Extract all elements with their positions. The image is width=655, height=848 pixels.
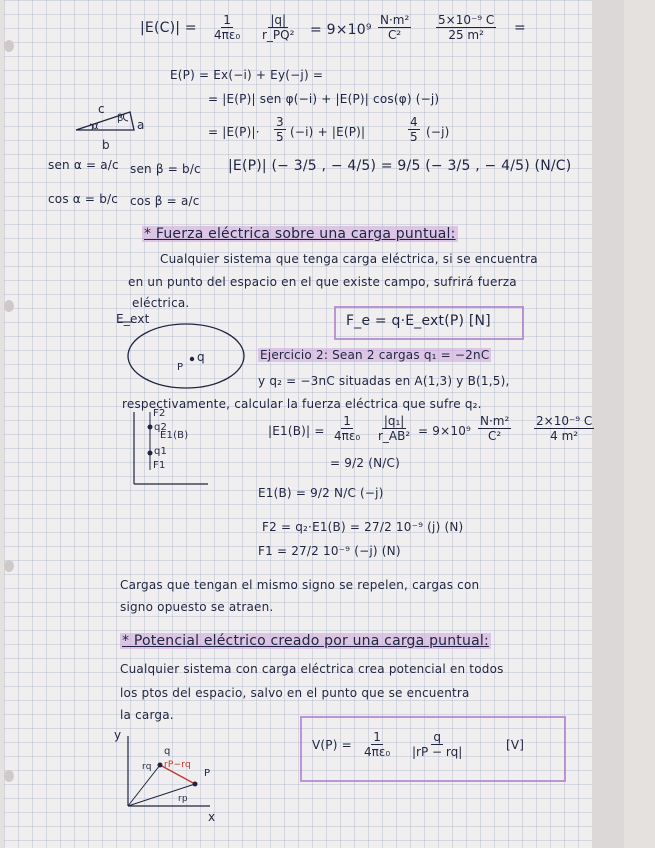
fraction-numerator: 3 <box>276 115 284 129</box>
fraction-numerator: 1 <box>343 414 351 428</box>
exercise-line <box>258 348 491 362</box>
fraction-numerator: N·m² <box>480 414 510 428</box>
fraction-numerator: |q| <box>270 13 287 27</box>
field-substitution-b: (−i) + |E(P)| <box>290 125 366 139</box>
k-value: = 9×10⁹ <box>418 424 472 438</box>
rp-label: rp <box>178 794 188 804</box>
sin-beta: sen β = b/c <box>130 162 201 176</box>
e1b-label: E1(B) <box>160 430 189 441</box>
y-axis-label: y <box>114 728 122 742</box>
exercise-line: respectivamente, calcular la fuerza eléctrica que sufre q₂. <box>122 397 482 411</box>
note-line: Cargas que tengan el mismo signo se repelen, cargas con <box>120 578 480 592</box>
fraction-denominator: 4 m² <box>550 429 579 443</box>
q2-label: q2 <box>154 422 168 433</box>
charge-distance-fraction <box>412 730 462 759</box>
section-heading-force <box>142 226 458 242</box>
fraction-numerator: 2×10⁻⁹ C <box>536 414 593 428</box>
q1-label: q1 <box>154 446 168 457</box>
cos-beta: cos β = a/c <box>130 194 200 208</box>
sin-alpha: sen α = a/c <box>48 158 119 172</box>
fraction-denominator: |rP − rq| <box>412 745 463 759</box>
paragraph-line: eléctrica. <box>132 296 190 310</box>
rq-label: rq <box>142 762 152 772</box>
hypotenuse-label: c <box>98 102 105 116</box>
fraction-numerator: 4 <box>410 115 418 129</box>
charge-dot <box>190 357 194 361</box>
fraction-denominator: 5 <box>276 130 284 144</box>
note-line: signo opuesto se atraen. <box>120 600 274 614</box>
fraction-numerator: |q₁| <box>383 414 405 428</box>
side-b-label: b <box>102 138 110 152</box>
field-vector-line: E(P) = Ex(−i) + Ey(−j) = <box>170 68 324 82</box>
field-modulus-label: |E1(B)| = <box>268 424 325 438</box>
x-axis-label: x <box>208 810 216 824</box>
beta-label: β <box>117 113 124 124</box>
fraction-denominator: 4πε₀ <box>334 429 361 443</box>
fraction-numerator: 1 <box>223 13 231 27</box>
charge-label: q <box>197 350 205 364</box>
equals-sign: = <box>514 20 526 36</box>
field-point-label: P <box>204 768 211 779</box>
rp-minus-rq-label: rP−rq <box>164 760 191 770</box>
charge-distance-fraction <box>378 414 410 443</box>
source-charge-dot <box>158 763 163 768</box>
cos-alpha: cos α = b/c <box>48 192 119 206</box>
fraction-numerator: N·m² <box>380 13 410 27</box>
field-substitution-a: = |E(P)|· <box>208 125 260 139</box>
field-substitution-c: (−j) <box>426 125 450 139</box>
fraction-denominator: r_AB² <box>378 429 411 443</box>
field-point-dot <box>193 782 198 787</box>
potential-unit: [V] <box>506 738 525 752</box>
side-a-label: a <box>137 118 145 132</box>
field-modulus-label: |E(C)| = <box>140 20 197 36</box>
point-label: P <box>177 362 184 373</box>
paragraph-line: la carga. <box>120 708 174 722</box>
fraction-denominator: 25 m² <box>448 28 484 42</box>
field-vector: E1(B) = 9/2 N/C (−j) <box>258 486 384 500</box>
coulomb-constant-fraction <box>334 414 360 443</box>
paragraph-line: los ptos del espacio, salvo en el punto que se encuentra <box>120 686 470 700</box>
fraction-denominator: 4πε₀ <box>214 28 241 42</box>
fraction-denominator: 5 <box>410 130 418 144</box>
values-fraction <box>534 414 594 443</box>
field-region-ellipse <box>128 324 244 388</box>
field-result-line: |E(P)| (− 3/5 , − 4/5) = 9/5 (− 3/5 , − 4/5) (N/C) <box>228 158 572 174</box>
force-f1: F1 = 27/2 10⁻⁹ (−j) (N) <box>258 544 401 558</box>
paragraph-line: Cualquier sistema con carga eléctrica crea potencial en todos <box>120 662 504 676</box>
q2-dot <box>148 425 153 430</box>
fraction-denominator: C² <box>388 28 402 42</box>
beta-arc <box>124 114 129 121</box>
field-components-line: = |E(P)| sen φ(−i) + |E(P)| cos(φ) (−j) <box>208 92 440 106</box>
right-triangle <box>76 112 134 130</box>
k-value: = 9×10⁹ <box>310 22 372 38</box>
paragraph-line: Cualquier sistema que tenga carga eléctrica, si se encuentra <box>160 252 538 266</box>
force-f2: F2 = q₂·E1(B) = 27/2 10⁻⁹ (j) (N) <box>262 520 464 534</box>
units-fraction <box>478 414 511 443</box>
fraction-numerator: 1 <box>373 730 381 744</box>
paragraph-line: en un punto del espacio en el que existe campo, sufrirá fuerza <box>128 275 517 289</box>
eext-label: E_ext <box>116 312 150 326</box>
source-charge-label: q <box>164 746 171 757</box>
f1-label: F1 <box>153 460 166 471</box>
f2-label: F2 <box>153 408 166 419</box>
exercise-line: y q₂ = −3nC situadas en A(1,3) y B(1,5), <box>258 374 510 388</box>
q1-dot <box>148 451 153 456</box>
potential-lhs: V(P) = <box>312 738 352 752</box>
alpha-label: α <box>92 121 99 132</box>
heading-text: * Potencial eléctrico creado por una carga puntual: <box>122 633 489 649</box>
fraction-denominator: r_PQ² <box>262 28 295 42</box>
field-result: = 9/2 (N/C) <box>330 456 400 470</box>
exercise-text: Ejercicio 2: Sean 2 cargas q₁ = −2nC <box>260 348 490 362</box>
fraction-numerator: q <box>433 730 441 744</box>
heading-text: * Fuerza eléctrica sobre una carga puntual: <box>144 226 456 242</box>
section-heading-potential <box>120 633 491 649</box>
fraction-numerator: 5×10⁻⁹ C <box>438 13 495 27</box>
fraction-denominator: C² <box>488 429 502 443</box>
fraction-denominator: 4πε₀ <box>364 745 391 759</box>
force-formula: F_e = q·E_ext(P) [N] <box>346 313 491 329</box>
coulomb-constant-fraction <box>364 730 390 759</box>
